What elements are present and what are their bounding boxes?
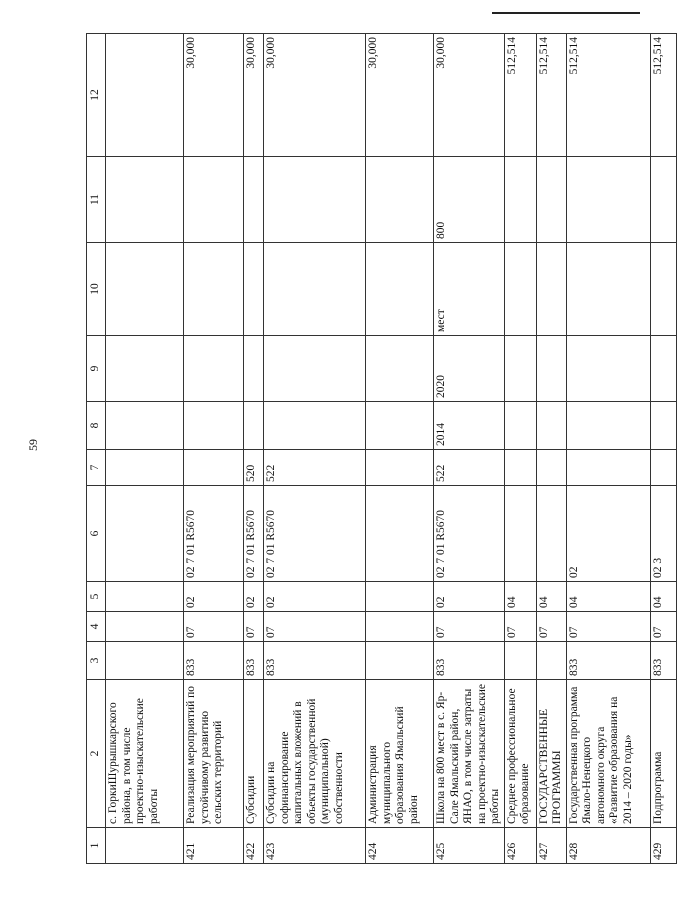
table-cell: 07 — [184, 612, 244, 642]
table-cell: 512,514 — [504, 34, 536, 157]
table-cell: 512,514 — [650, 34, 676, 157]
table-cell — [566, 402, 650, 450]
table-cell — [504, 157, 536, 243]
table-cell — [184, 157, 244, 243]
table-cell — [184, 450, 244, 486]
table-row — [264, 34, 366, 864]
table-cell — [650, 243, 676, 336]
header-row — [87, 34, 106, 864]
table-cell — [264, 336, 366, 402]
row-name-cell: с. ГоркиШурышкарского района, в том числе проектно-изыскательские работы — [106, 680, 184, 828]
table-cell — [536, 336, 566, 402]
column-header: 5 — [87, 582, 106, 612]
table-cell — [264, 157, 366, 243]
table-cell — [366, 582, 434, 612]
table-row — [434, 34, 505, 864]
table-cell — [106, 243, 184, 336]
table-cell: 07 — [434, 612, 505, 642]
table-cell: 520 — [244, 450, 264, 486]
table-cell: 02 — [434, 582, 505, 612]
table-cell — [366, 612, 434, 642]
table-row — [566, 34, 650, 864]
row-number-cell: 424 — [366, 828, 434, 864]
table-row — [536, 34, 566, 864]
table-cell: 30,000 — [434, 34, 505, 157]
table-row — [366, 34, 434, 864]
table-cell — [566, 336, 650, 402]
table-cell: 522 — [264, 450, 366, 486]
table-cell — [536, 450, 566, 486]
table-cell — [504, 486, 536, 582]
table-cell: 833 — [264, 642, 366, 680]
table-cell — [650, 336, 676, 402]
row-number-cell: 425 — [434, 828, 505, 864]
table-cell: 02 7 01 R5670 — [434, 486, 505, 582]
table-cell — [536, 157, 566, 243]
table-cell: 02 3 — [650, 486, 676, 582]
table-cell: 02 — [566, 486, 650, 582]
column-header: 3 — [87, 642, 106, 680]
table-cell — [536, 402, 566, 450]
table-cell: 02 7 01 R5670 — [264, 486, 366, 582]
table-cell: 512,514 — [536, 34, 566, 157]
table-cell — [504, 402, 536, 450]
table-cell: 2014 — [434, 402, 505, 450]
column-header: 7 — [87, 450, 106, 486]
table-cell: 02 — [264, 582, 366, 612]
row-number-cell — [106, 828, 184, 864]
column-header: 1 — [87, 828, 106, 864]
table-cell — [244, 157, 264, 243]
table-cell — [106, 582, 184, 612]
column-header: 4 — [87, 612, 106, 642]
table-cell: 833 — [434, 642, 505, 680]
table-row — [244, 34, 264, 864]
table-cell: 30,000 — [184, 34, 244, 157]
page-number: 59 — [26, 439, 40, 451]
top-right-rule — [492, 12, 640, 14]
row-number-cell: 426 — [504, 828, 536, 864]
table-cell: 07 — [650, 612, 676, 642]
row-name-cell: Администрация муниципального образования Ямальский район — [366, 680, 434, 828]
row-number-cell: 423 — [264, 828, 366, 864]
table-cell — [244, 402, 264, 450]
table-cell — [366, 336, 434, 402]
table-cell: 833 — [566, 642, 650, 680]
table-cell: 522 — [434, 450, 505, 486]
table-cell: 02 — [244, 582, 264, 612]
table-cell — [106, 486, 184, 582]
table-cell: мест — [434, 243, 505, 336]
table-cell — [650, 450, 676, 486]
table-cell: 04 — [566, 582, 650, 612]
budget-table — [86, 33, 677, 864]
table-cell — [366, 402, 434, 450]
table-cell — [366, 486, 434, 582]
column-header: 10 — [87, 243, 106, 336]
table-cell: 02 7 01 R5670 — [244, 486, 264, 582]
table-cell: 07 — [264, 612, 366, 642]
table-cell — [264, 402, 366, 450]
table-cell — [504, 450, 536, 486]
table-row — [650, 34, 676, 864]
column-header: 11 — [87, 157, 106, 243]
row-name-cell: Государственная программа Ямало-Ненецкого автономного округа «Развитие образования на 2014 – 2020 годы» — [566, 680, 650, 828]
table-cell: 30,000 — [366, 34, 434, 157]
table-cell: 04 — [536, 582, 566, 612]
table-cell — [536, 243, 566, 336]
table-cell: 833 — [650, 642, 676, 680]
table-cell — [106, 402, 184, 450]
column-header: 6 — [87, 486, 106, 582]
column-header: 8 — [87, 402, 106, 450]
table-cell: 04 — [650, 582, 676, 612]
row-name-cell: Реализация мероприятий по устойчивому развитию сельских территорий — [184, 680, 244, 828]
row-number-cell: 428 — [566, 828, 650, 864]
table-cell: 30,000 — [244, 34, 264, 157]
table-cell — [566, 157, 650, 243]
row-name-cell: Субсидии на софинансирование капитальных вложений в объекты государственной (муниципальной) собственности — [264, 680, 366, 828]
table-cell — [244, 336, 264, 402]
row-number-cell: 422 — [244, 828, 264, 864]
row-number-cell: 429 — [650, 828, 676, 864]
table-cell — [536, 486, 566, 582]
row-number-cell: 427 — [536, 828, 566, 864]
table-cell — [536, 642, 566, 680]
table-row — [184, 34, 244, 864]
table-cell — [184, 402, 244, 450]
table-cell — [504, 642, 536, 680]
row-name-cell: Среднее профессиональное образование — [504, 680, 536, 828]
table-cell — [106, 157, 184, 243]
table-row — [106, 34, 184, 864]
row-name-cell: Школа на 800 мест в с. Яр-Сале Ямальский район, ЯНАО, в том числе затраты на проектно-изыскательские работы — [434, 680, 505, 828]
table-cell: 04 — [504, 582, 536, 612]
table-cell: 07 — [504, 612, 536, 642]
table-cell — [366, 243, 434, 336]
table-cell — [366, 642, 434, 680]
table-cell — [504, 336, 536, 402]
column-header: 9 — [87, 336, 106, 402]
column-header: 2 — [87, 680, 106, 828]
table-cell: 800 — [434, 157, 505, 243]
table-cell: 833 — [244, 642, 264, 680]
table-cell: 07 — [244, 612, 264, 642]
table-frame — [86, 34, 664, 864]
table-cell — [106, 450, 184, 486]
table-cell — [184, 243, 244, 336]
table-cell: 833 — [184, 642, 244, 680]
table-cell — [106, 336, 184, 402]
row-name-cell: Подпрограмма — [650, 680, 676, 828]
table-cell: 512,514 — [566, 34, 650, 157]
table-cell — [184, 336, 244, 402]
table-cell — [366, 450, 434, 486]
table-cell — [566, 450, 650, 486]
table-cell: 02 7 01 R5670 — [184, 486, 244, 582]
table-cell: 30,000 — [264, 34, 366, 157]
table-cell: 07 — [566, 612, 650, 642]
table-cell — [366, 157, 434, 243]
table-cell — [106, 612, 184, 642]
table-cell — [566, 243, 650, 336]
row-name-cell: ГОСУДАРСТВЕННЫЕ ПРОГРАММЫ — [536, 680, 566, 828]
table-cell — [650, 402, 676, 450]
row-name-cell: Субсидии — [244, 680, 264, 828]
table-cell: 2020 — [434, 336, 505, 402]
table-cell — [650, 157, 676, 243]
table-cell — [504, 243, 536, 336]
table-cell — [106, 642, 184, 680]
table-cell: 02 — [184, 582, 244, 612]
table-cell — [106, 34, 184, 157]
row-number-cell: 421 — [184, 828, 244, 864]
table-cell: 07 — [536, 612, 566, 642]
column-header: 12 — [87, 34, 106, 157]
table-row — [504, 34, 536, 864]
table-cell — [244, 243, 264, 336]
table-cell — [264, 243, 366, 336]
